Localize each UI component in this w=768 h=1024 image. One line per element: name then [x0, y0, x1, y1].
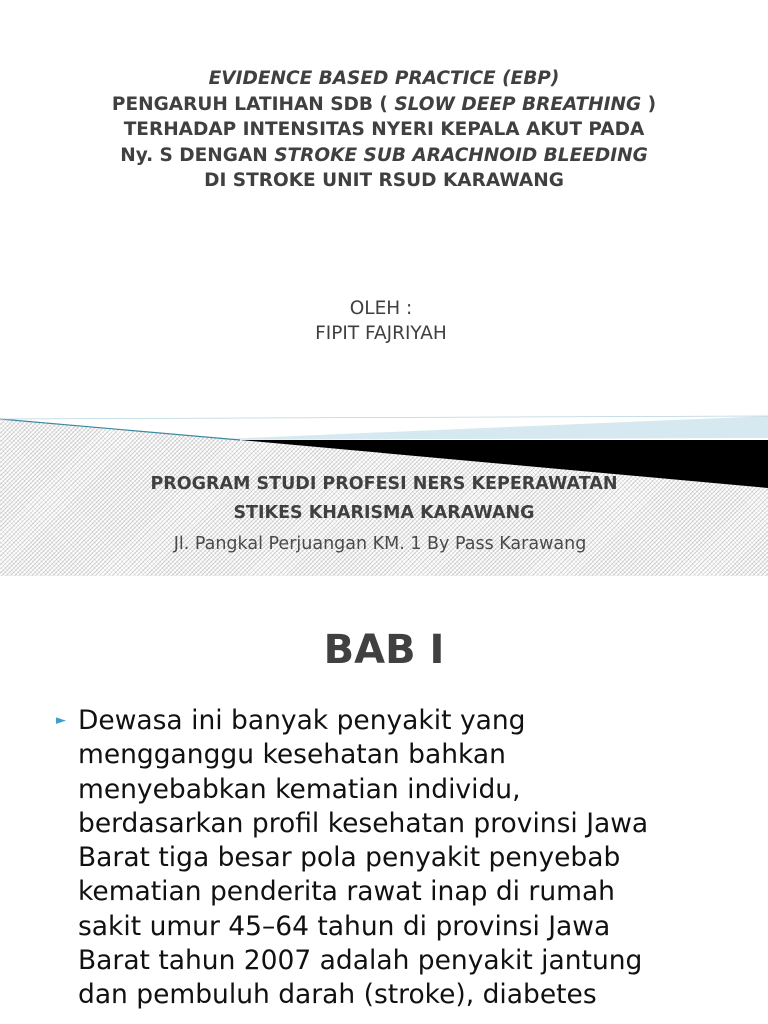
title-segment: DI STROKE UNIT RSUD KARAWANG	[204, 170, 564, 191]
author-name: FIPIT FAJRIYAH	[315, 323, 447, 344]
body-line: dan pembuluh darah (stroke), diabetes	[78, 979, 597, 1011]
light-blue-band	[200, 416, 768, 440]
title-segment: TERHADAP INTENSITAS NYERI KEPALA AKUT PADA	[123, 119, 645, 140]
body-line: menyebabkan kematian individu,	[78, 773, 521, 805]
institution-block	[0, 470, 768, 560]
body-line: berdasarkan profil kesehatan provinsi Jawa	[78, 807, 649, 839]
body-line: sakit umur 45–64 tahun di provinsi Jawa	[78, 910, 611, 942]
title-line	[0, 143, 768, 169]
chapter-heading: BAB I	[323, 627, 445, 673]
title-segment: EVIDENCE BASED PRACTICE (EBP)	[208, 68, 560, 89]
title-segment: PENGARUH LATIHAN SDB (	[111, 93, 395, 115]
institution-name: STIKES KHARISMA KARAWANG	[233, 503, 535, 523]
title-line	[0, 117, 768, 143]
body-line: Dewasa ini banyak penyakit yang	[78, 705, 526, 736]
author-label: OLEH :	[349, 298, 413, 319]
author-block	[0, 296, 762, 346]
body-line: Barat tahun 2007 adalah penyakit jantung	[78, 945, 643, 977]
title-segment: Ny. S DENGAN	[120, 144, 275, 166]
triangle-bullet-icon: ►	[56, 713, 66, 728]
title-segment: STROKE SUB ARACHNOID BLEEDING	[274, 144, 648, 166]
chapter-slide	[0, 576, 768, 1024]
title-line	[0, 168, 768, 194]
program-name: PROGRAM STUDI PROFESI NERS KEPERAWATAN	[150, 474, 618, 494]
body-line: Barat tiga besar pola penyakit penyebab	[78, 842, 621, 874]
title-line	[0, 92, 768, 118]
light-accent-line	[0, 416, 768, 419]
title-segment: )	[641, 93, 657, 115]
body-paragraph	[78, 704, 748, 1013]
teal-accent-line	[0, 419, 240, 440]
presentation-title	[0, 66, 768, 194]
body-line: mengganggu kesehatan bahkan	[78, 739, 506, 771]
institution-address: Jl. Pangkal Perjuangan KM. 1 By Pass Karawang	[173, 534, 587, 554]
body-line: kematian penderita rawat inap di rumah	[78, 876, 615, 908]
title-segment: SLOW DEEP BREATHING	[394, 93, 642, 115]
title-line	[0, 66, 768, 92]
